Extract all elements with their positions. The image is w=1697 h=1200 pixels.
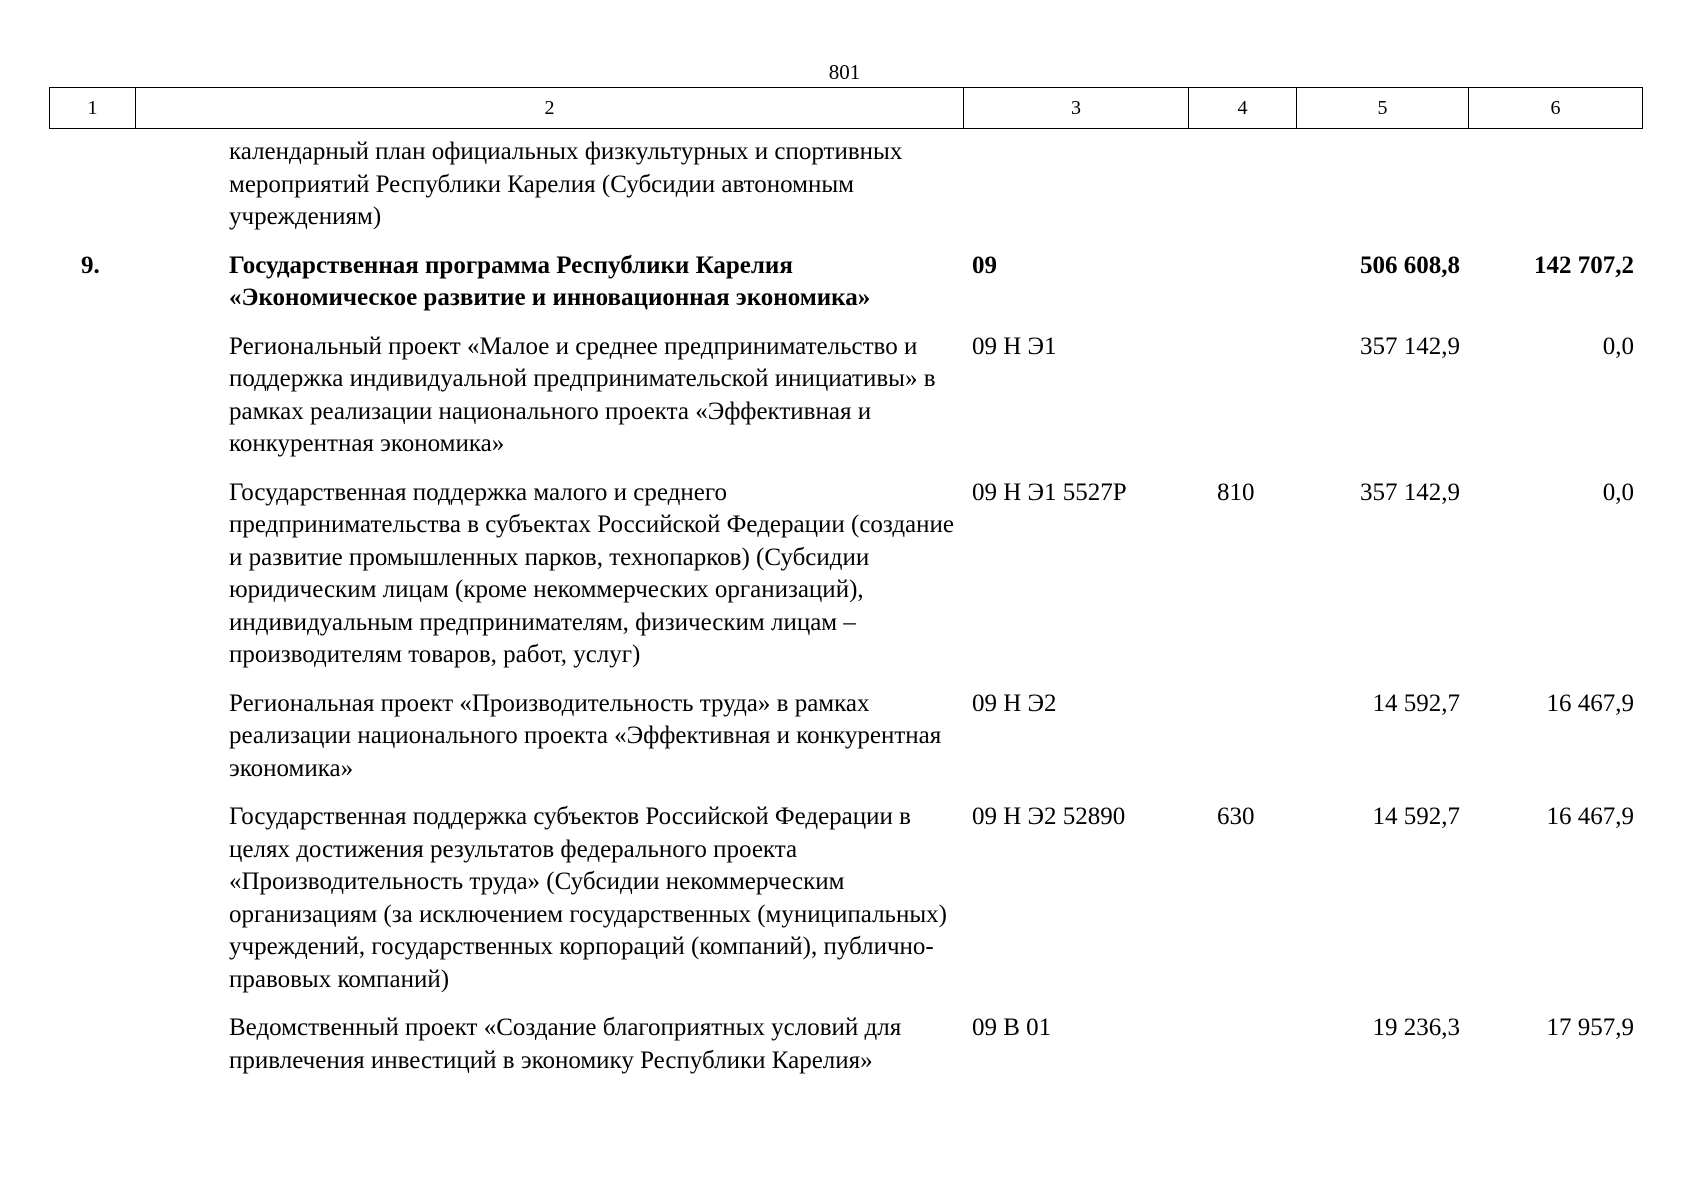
table-row — [49, 250, 1642, 315]
row-name: Региональная проект «Производительность труда» в рамках реализации национального проекта «Эффективная и конкурентная экономика» — [229, 689, 942, 782]
row-name: Региональный проект «Малое и среднее предпринимательство и поддержка индивидуальной предпринимательской инициативы» в рамках реализации национального проекта «Эффективная и конкурентная экономика» — [229, 332, 936, 457]
budget-table-body — [49, 136, 1642, 1077]
row-name: Государственная поддержка малого и среднего предпринимательства в субъектах Российской Федерации (создание и развитие промышленных парков, технопарков) (Субсидии юридическим лицам (кроме некоммерческих организаций), индивидуальным предпринимателям, физическим лицам – производителям товаров, работ, услуг) — [229, 478, 955, 668]
row-spacer-cell — [49, 785, 1642, 801]
row-expense-type — [1188, 688, 1296, 786]
row-number: 9. — [81, 251, 100, 279]
row-spacer — [49, 234, 1642, 250]
column-header-5: 5 — [1297, 88, 1469, 129]
row-code: 09 Н Э1 — [972, 332, 1057, 360]
row-spacer-cell — [49, 234, 1642, 250]
row-amount-col5: 14 592,7 — [1372, 689, 1460, 717]
row-number — [49, 136, 135, 234]
row-name: Государственная программа Республики Карелия «Экономическое развитие и инновационная экономика» — [229, 251, 871, 311]
column-header-table — [49, 87, 1643, 129]
row-number — [49, 688, 135, 786]
row-code: 09 — [972, 251, 997, 279]
page-number: 801 — [828, 60, 861, 84]
row-amount-col6: 142 707,2 — [1534, 251, 1634, 279]
row-expense-type — [1188, 1012, 1296, 1077]
row-amount-col6: 17 957,9 — [1546, 1014, 1634, 1041]
row-expense-type — [1188, 136, 1296, 234]
row-spacer — [49, 785, 1642, 801]
row-code: 09 В 01 — [972, 1014, 1052, 1041]
row-spacer-cell — [49, 672, 1642, 688]
row-amount-col5 — [1296, 136, 1468, 234]
row-name: календарный план официальных физкультурных и спортивных мероприятий Республики Карелия (Субсидии автономным учреждениям) — [229, 138, 903, 230]
column-header-4: 4 — [1189, 88, 1297, 129]
row-name: Государственная поддержка субъектов Российской Федерации в целях достижения результатов федерального проекта «Производительность труда» (Субсидии некоммерческим организациям (за исключением государственных (муниципальных) учреждений, государственных корпораций (компаний), публично-правовых компаний) — [229, 803, 947, 993]
row-spacer — [49, 461, 1642, 477]
row-code: 09 Н Э2 — [972, 689, 1057, 717]
row-amount-col6: 16 467,9 — [1546, 689, 1634, 717]
row-code: 09 Н Э2 52890 — [972, 803, 1126, 830]
row-spacer-cell — [49, 315, 1642, 331]
table-row — [49, 136, 1642, 234]
budget-table — [49, 136, 1642, 1077]
row-amount-col5: 506 608,8 — [1360, 251, 1460, 279]
table-row — [49, 801, 1642, 996]
row-amount-col6: 0,0 — [1602, 332, 1634, 360]
row-amount-col6 — [1468, 136, 1642, 234]
table-row — [49, 1012, 1642, 1077]
row-amount-col5: 14 592,7 — [1372, 803, 1460, 830]
column-header-2: 2 — [136, 88, 964, 129]
row-spacer — [49, 996, 1642, 1012]
row-expense-type — [1188, 250, 1296, 315]
row-spacer-cell — [49, 996, 1642, 1012]
column-header-row — [50, 88, 1643, 129]
row-name: Ведомственный проект «Создание благоприятных условий для привлечения инвестиций в экономику Республики Карелия» — [229, 1014, 902, 1074]
row-expense-type — [1188, 331, 1296, 461]
row-amount-col5: 19 236,3 — [1372, 1014, 1460, 1041]
row-amount-col5: 357 142,9 — [1360, 478, 1460, 506]
table-row — [49, 688, 1642, 786]
column-header-6: 6 — [1469, 88, 1643, 129]
row-expense-type: 630 — [1217, 803, 1255, 830]
row-code: 09 Н Э1 5527Р — [972, 478, 1127, 506]
row-number — [49, 477, 135, 672]
row-amount-col5: 357 142,9 — [1360, 332, 1460, 360]
row-code — [963, 136, 1188, 234]
column-header-1: 1 — [50, 88, 136, 129]
row-amount-col6: 0,0 — [1602, 478, 1634, 506]
column-header-3: 3 — [964, 88, 1189, 129]
row-number — [49, 801, 135, 996]
table-row — [49, 477, 1642, 672]
row-number — [49, 1012, 135, 1077]
row-amount-col6: 16 467,9 — [1546, 803, 1634, 830]
row-spacer — [49, 672, 1642, 688]
row-spacer — [49, 315, 1642, 331]
row-expense-type: 810 — [1217, 478, 1255, 506]
row-spacer-cell — [49, 461, 1642, 477]
row-number — [49, 331, 135, 461]
table-row — [49, 331, 1642, 461]
